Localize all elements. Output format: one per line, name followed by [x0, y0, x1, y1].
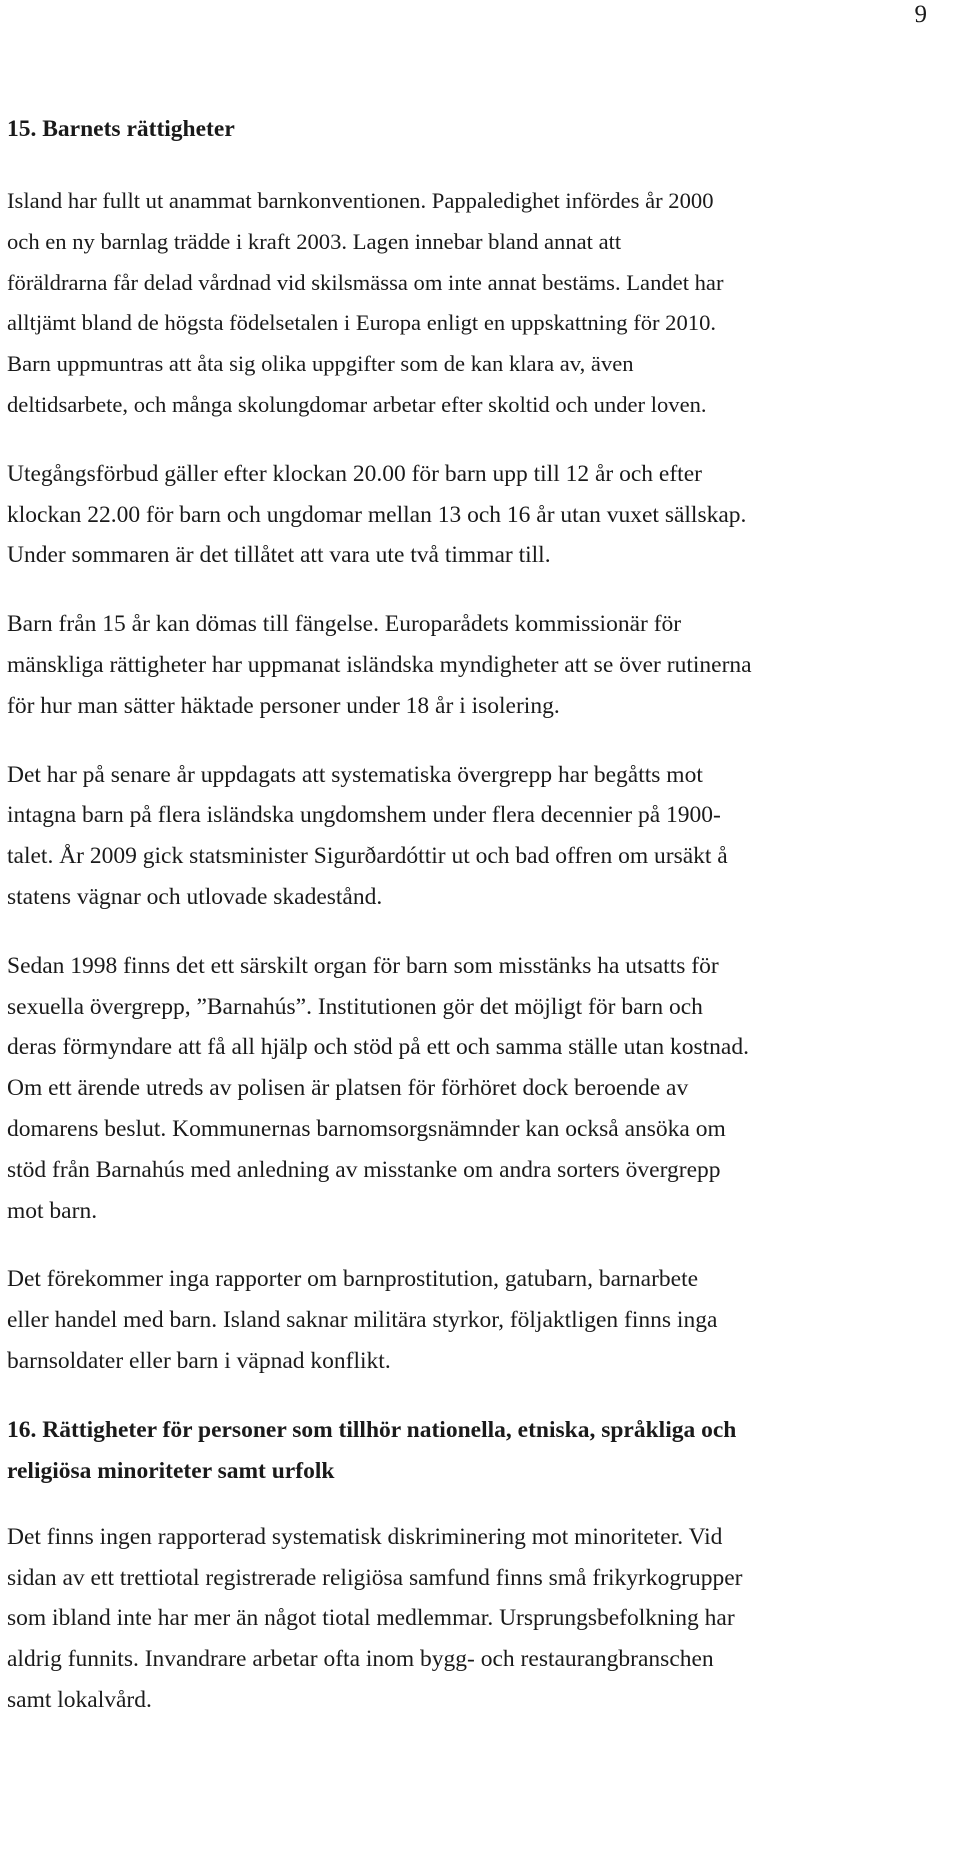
text-line: Under sommaren är det tillåtet att vara ute två timmar till.: [7, 542, 551, 569]
text-line: alltjämt bland de högsta födelsetalen i Europa enligt en uppskattning för 2010.: [7, 310, 717, 336]
text-line: mot barn.: [7, 1197, 98, 1224]
text-line: barnsoldater eller barn i väpnad konflikt.: [7, 1347, 391, 1374]
text-line: aldrig funnits. Invandrare arbetar ofta inom bygg- och restaurangbranschen: [7, 1646, 714, 1673]
text-line: Det finns ingen rapporterad systematisk diskriminering mot minoriteter. Vid: [7, 1523, 723, 1550]
text-line: för hur man sätter häktade personer under 18 år i isolering.: [7, 692, 560, 719]
text-line: Det förekommer inga rapporter om barnprostitution, gatubarn, barnarbete: [7, 1266, 699, 1293]
paragraph: [7, 1259, 942, 1381]
text-line: stöd från Barnahús med anledning av misstanke om andra sorters övergrepp: [7, 1156, 721, 1183]
section-heading: [7, 1410, 942, 1492]
heading-line: 15. Barnets rättigheter: [7, 116, 235, 142]
text-line: Barn från 15 år kan dömas till fängelse. Europarådets kommissionär för: [7, 611, 682, 638]
text-line: föräldrarna får delad vårdnad vid skilsmässa om inte annat bestäms. Landet har: [7, 269, 724, 295]
text-line: eller handel med barn. Island saknar militära styrkor, följaktligen finns inga: [7, 1307, 718, 1334]
text-line: sidan av ett trettiotal registrerade religiösa samfund finns små frikyrkogrupper: [7, 1564, 743, 1591]
heading-line: 16. Rättigheter för personer som tillhör nationella, etniska, språkliga och: [7, 1416, 737, 1443]
paragraph: [7, 604, 942, 726]
heading-line: religiösa minoriteter samt urfolk: [7, 1457, 335, 1484]
text-line: intagna barn på flera isländska ungdomshem under flera decennier på 1900-: [7, 802, 721, 829]
text-line: talet. År 2009 gick statsminister Sigurðardóttir ut och bad offren om ursäkt å: [7, 843, 728, 870]
paragraph: [7, 946, 942, 1232]
text-line: Det har på senare år uppdagats att systematiska övergrepp har begåtts mot: [7, 761, 703, 788]
paragraph: [7, 1517, 942, 1721]
text-line: Utegångsförbud gäller efter klockan 20.00 för barn upp till 12 år och efter: [7, 460, 702, 487]
section-minoriteter: [7, 1410, 942, 1721]
text-line: och en ny barnlag trädde i kraft 2003. Lagen innebar bland annat att: [7, 228, 622, 254]
text-line: som ibland inte har mer än något tiotal medlemmar. Ursprungsbefolkning har: [7, 1605, 735, 1632]
paragraph: [7, 181, 942, 426]
text-line: Island har fullt ut anammat barnkonventionen. Pappaledighet infördes år 2000: [7, 188, 714, 213]
paragraph: [7, 454, 942, 576]
section-barnets-rattigheter: [7, 109, 942, 1382]
text-line: Barn uppmuntras att åta sig olika uppgifter som de kan klara av, även: [7, 351, 634, 377]
text-line: Sedan 1998 finns det ett särskilt organ för barn som misstänks ha utsatts för: [7, 952, 719, 979]
page-number: 9: [914, 1, 927, 28]
paragraph: [7, 755, 942, 918]
document-body: [7, 117, 942, 1749]
text-line: sexuella övergrepp, ”Barnahús”. Institutionen gör det möjligt för barn och: [7, 993, 703, 1020]
text-line: domarens beslut. Kommunernas barnomsorgsnämnder kan också ansöka om: [7, 1115, 726, 1142]
text-line: deltidsarbete, och många skolungdomar arbetar efter skoltid och under loven.: [7, 391, 707, 417]
text-line: klockan 22.00 för barn och ungdomar mellan 13 och 16 år utan vuxet sällskap.: [7, 501, 747, 528]
text-line: deras förmyndare att få all hjälp och stöd på ett och samma ställe utan kostnad.: [7, 1034, 749, 1061]
text-line: samt lokalvård.: [7, 1686, 152, 1713]
text-line: Om ett ärende utreds av polisen är platsen för förhöret dock beroende av: [7, 1075, 689, 1102]
text-line: mänskliga rättigheter har uppmanat isländska myndigheter att se över rutinerna: [7, 651, 752, 678]
section-heading: [7, 109, 942, 150]
text-line: statens vägnar och utlovade skadestånd.: [7, 883, 383, 910]
